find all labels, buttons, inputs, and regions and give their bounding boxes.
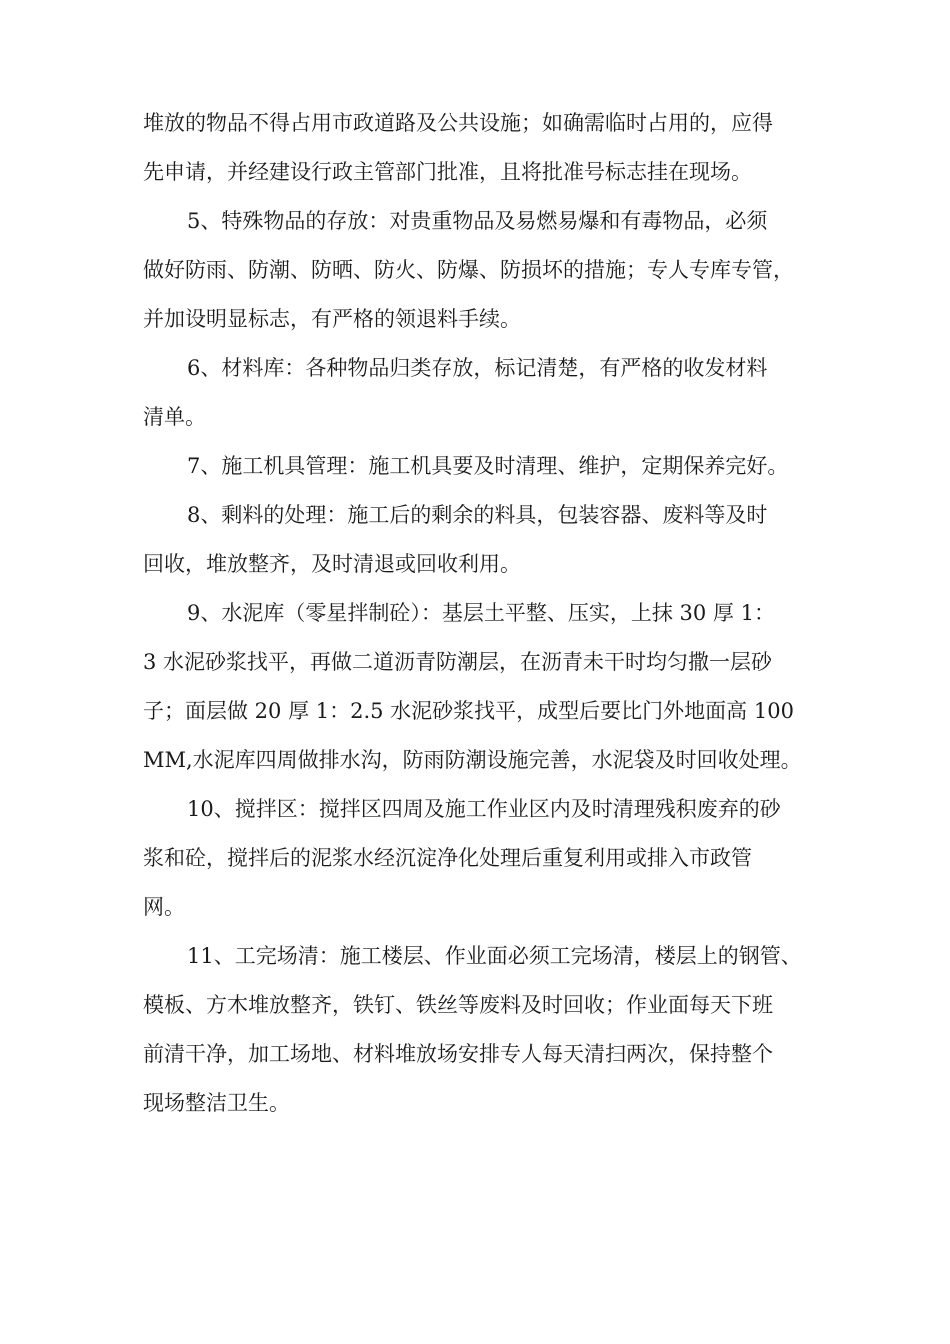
text-line: 做好防雨、防潮、防晒、防火、防爆、防损坏的措施；专人专库专管， <box>143 258 794 282</box>
paragraph-continuation <box>143 99 823 197</box>
text-line: 7、施工机具管理：施工机具要及时清理、维护，定期保养完好。 <box>187 454 789 478</box>
paragraph-item-11 <box>143 932 823 1128</box>
paragraph-item-5 <box>143 197 823 344</box>
text-line: MM,水泥库四周做排水沟，防雨防潮设施完善，水泥袋及时回收处理。 <box>143 748 802 772</box>
text-line: 9、水泥库（零星拌制砼）：基层土平整、压实，上抹 30 厚 1： <box>187 601 775 625</box>
text-line: 前清干净，加工场地、材料堆放场安排专人每天清扫两次，保持整个 <box>143 1042 773 1066</box>
text-line: 5、特殊物品的存放：对贵重物品及易燃易爆和有毒物品，必须 <box>187 209 768 233</box>
text-line: 先申请，并经建设行政主管部门批准，且将批准号标志挂在现场。 <box>143 160 752 184</box>
text-line: 8、剩料的处理：施工后的剩余的料具，包装容器、废料等及时 <box>187 503 768 527</box>
paragraph-item-9 <box>143 589 823 785</box>
text-line: 现场整洁卫生。 <box>143 1091 290 1115</box>
text-line: 浆和砼，搅拌后的泥浆水经沉淀净化处理后重复利用或排入市政管 <box>143 846 752 870</box>
text-line: 清单。 <box>143 405 206 429</box>
paragraph-item-8 <box>143 491 823 589</box>
text-line: 回收，堆放整齐，及时清退或回收利用。 <box>143 552 521 576</box>
paragraph-item-7 <box>143 442 823 491</box>
text-line: 11、工完场清：施工楼层、作业面必须工完场清，楼层上的钢管、 <box>187 944 802 968</box>
text-line: 模板、方木堆放整齐，铁钉、铁丝等废料及时回收；作业面每天下班 <box>143 993 773 1017</box>
text-line: 网。 <box>143 895 185 919</box>
paragraph-item-10 <box>143 785 823 932</box>
text-line: 10、搅拌区：搅拌区四周及施工作业区内及时清理残积废弃的砂 <box>187 797 781 821</box>
paragraph-item-6 <box>143 344 823 442</box>
text-line: 子；面层做 20 厚 1：2.5 水泥砂浆找平，成型后要比门外地面高 100 <box>143 699 794 723</box>
text-line: 堆放的物品不得占用市政道路及公共设施；如确需临时占用的，应得 <box>143 111 773 135</box>
document-body <box>143 99 823 1128</box>
text-line: 并加设明显标志，有严格的领退料手续。 <box>143 307 521 331</box>
text-line: 3 水泥砂浆找平，再做二道沥青防潮层，在沥青未干时均匀撒一层砂 <box>143 650 773 674</box>
text-line: 6、材料库：各种物品归类存放，标记清楚，有严格的收发材料 <box>187 356 768 380</box>
